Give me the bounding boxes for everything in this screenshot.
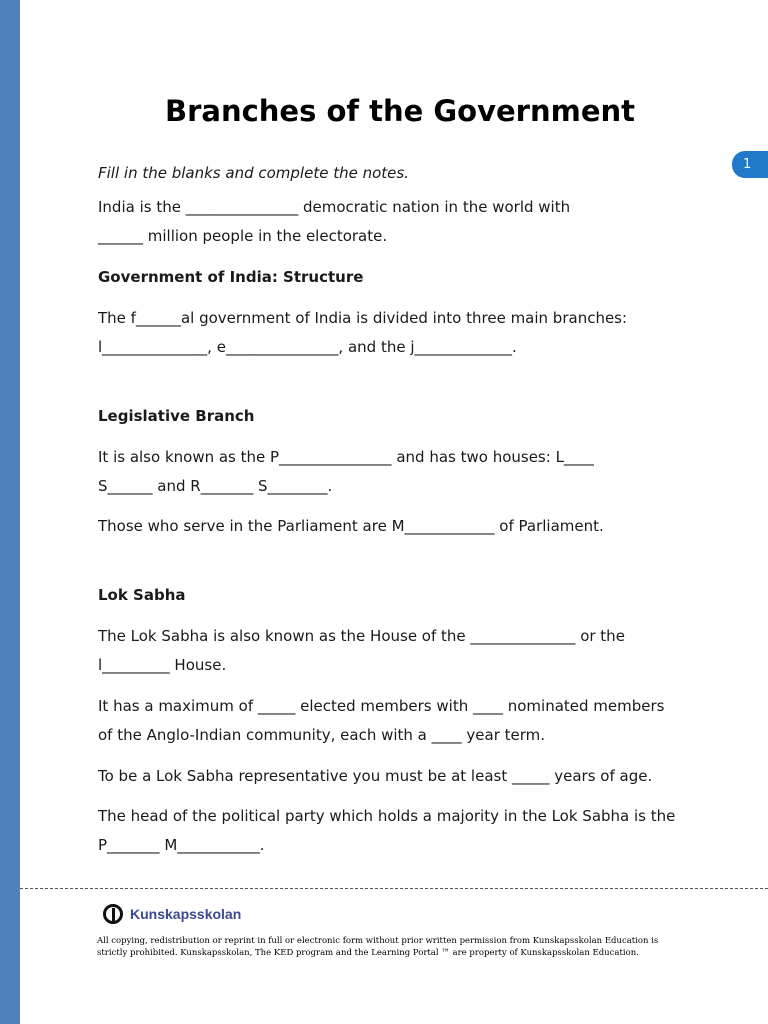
copyright-notice: All copying, redistribution or reprint in full or electronic form without prior written permission from Kunskapsskolan Education is strictly prohibited. Kunskapsskolan, The KED program and the Learning Portal ™ are property of Kunskapsskolan Education. [97,936,659,958]
footer-logo [103,904,241,924]
kunskapsskolan-logo-icon [103,904,123,924]
section-heading-legislative: Legislative Branch [98,407,255,425]
section-heading-lok-sabha: Lok Sabha [98,586,186,604]
question-line: To be a Lok Sabha representative you must be at least _____ years of age. [98,767,653,785]
question-line: The Lok Sabha is also known as the House of the ______________ or the [98,627,625,645]
question-line: P_______ M___________. [98,836,265,854]
question-line: S______ and R_______ S________. [98,477,333,495]
question-line: It has a maximum of _____ elected members with ____ nominated members [98,697,665,715]
logo-text: Kunskapsskolan [130,906,242,922]
page-number-tab: 1 [732,151,768,178]
question-line: l_________ House. [98,656,227,674]
question-line: of the Anglo-Indian community, each with a ____ year term. [98,726,546,744]
instructions: Fill in the blanks and complete the notes. [98,164,409,182]
question-line: India is the _______________ democratic nation in the world with [98,198,571,216]
footer-divider [20,888,768,889]
question-line: ______ million people in the electorate. [98,227,388,245]
question-line: The f______al government of India is divided into three main branches: [98,309,628,327]
question-line: It is also known as the P_______________ and has two houses: L____ [98,448,594,466]
page-title: Branches of the Government [164,94,636,128]
section-heading-structure: Government of India: Structure [98,268,364,286]
question-line: l______________, e_______________, and the j_____________. [98,338,517,356]
left-accent-bar [0,0,20,1024]
question-line: The head of the political party which holds a majority in the Lok Sabha is the [98,807,676,825]
question-line: Those who serve in the Parliament are M____________ of Parliament. [98,517,604,535]
